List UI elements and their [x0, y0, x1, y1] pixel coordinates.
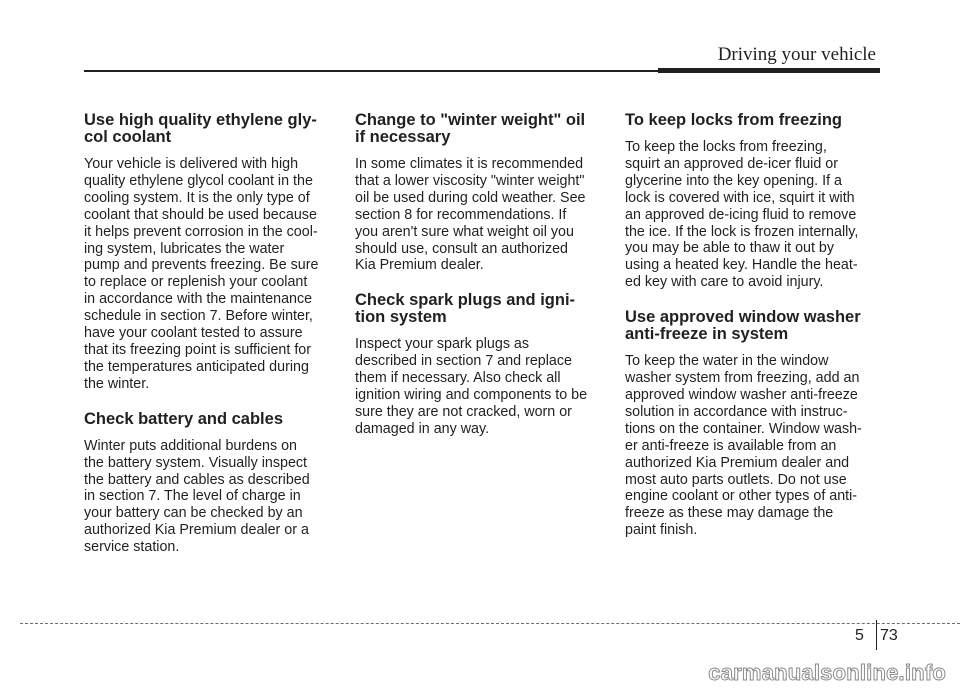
section-body: Winter puts additional burdens on the battery system. Visually inspect the battery and cables as described in section 7. The level of charge in your battery can be checked by an authorized Kia Premium dealer or a service station.	[84, 437, 310, 556]
section-heading: Check spark plugs and igni- tion system	[355, 291, 576, 327]
footer-rule	[20, 623, 960, 624]
section-heading: To keep locks from freezing	[625, 111, 842, 129]
section-body: In some climates it is recommended that a lower viscosity "winter weight" oil be used during cold weather. See section 8 for recommendations. If you aren't sure what weight oil you should use, consult an authorized Kia Premium dealer.	[355, 156, 586, 274]
section-body: Your vehicle is delivered with high quality ethylene glycol coolant in the cooling system. It is the only type of coolant that should be used because it helps prevent corrosion in the cool- ing system, lubricates the water pump and prevents freezing. Be sure to replace or replenish your coolant in accordance with the maintenance schedule in section 7. Before winter, have your coolant tested to assure that its freezing point is sufficient for the temperatures anticipated during the winter.	[84, 156, 319, 392]
section-body: Inspect your spark plugs as described in section 7 and replace them if necessary. Also check all ignition wiring and components to be sure they are not cracked, worn or damaged in any way.	[355, 336, 588, 437]
page-number: 73	[880, 627, 898, 644]
section-spark-plugs	[355, 292, 607, 437]
footer-divider	[876, 620, 877, 650]
section-locks	[625, 112, 877, 291]
section-coolant	[84, 112, 336, 393]
section-body: To keep the locks from freezing, squirt an approved de-icer fluid or glycerine into the key opening. If a lock is covered with ice, squirt it with an approved de-icing fluid to remove the ice. If the lock is frozen internally, you may be able to thaw it out by using a heated key. Handle the heat- ed key with care to avoid injury.	[625, 139, 859, 291]
header-rule-accent	[658, 68, 880, 73]
section-washer-fluid	[625, 309, 877, 539]
section-heading: Use high quality ethylene gly- col coolant	[84, 111, 317, 146]
section-battery	[84, 411, 336, 556]
column-right	[625, 112, 877, 557]
section-body: To keep the water in the window washer system from freezing, add an approved window washer anti-freeze solution in accordance with instruc- tions on the container. Window wash- er anti-freeze is available from an authorized Kia Premium dealer and most auto parts outlets. Do not use engine coolant or other types of anti- freeze as these may damage the paint finish.	[625, 353, 862, 539]
column-middle	[355, 112, 607, 456]
chapter-title: Driving your vehicle	[717, 44, 876, 65]
column-left	[84, 112, 336, 574]
section-heading: Use approved window washer anti-freeze in system	[625, 308, 861, 344]
section-heading: Check battery and cables	[84, 409, 283, 428]
section-number: 5	[855, 627, 864, 644]
section-winter-oil	[355, 112, 607, 274]
section-heading: Change to "winter weight" oil if necessary	[355, 111, 586, 146]
watermark: carmanualsonline.info	[708, 660, 946, 685]
